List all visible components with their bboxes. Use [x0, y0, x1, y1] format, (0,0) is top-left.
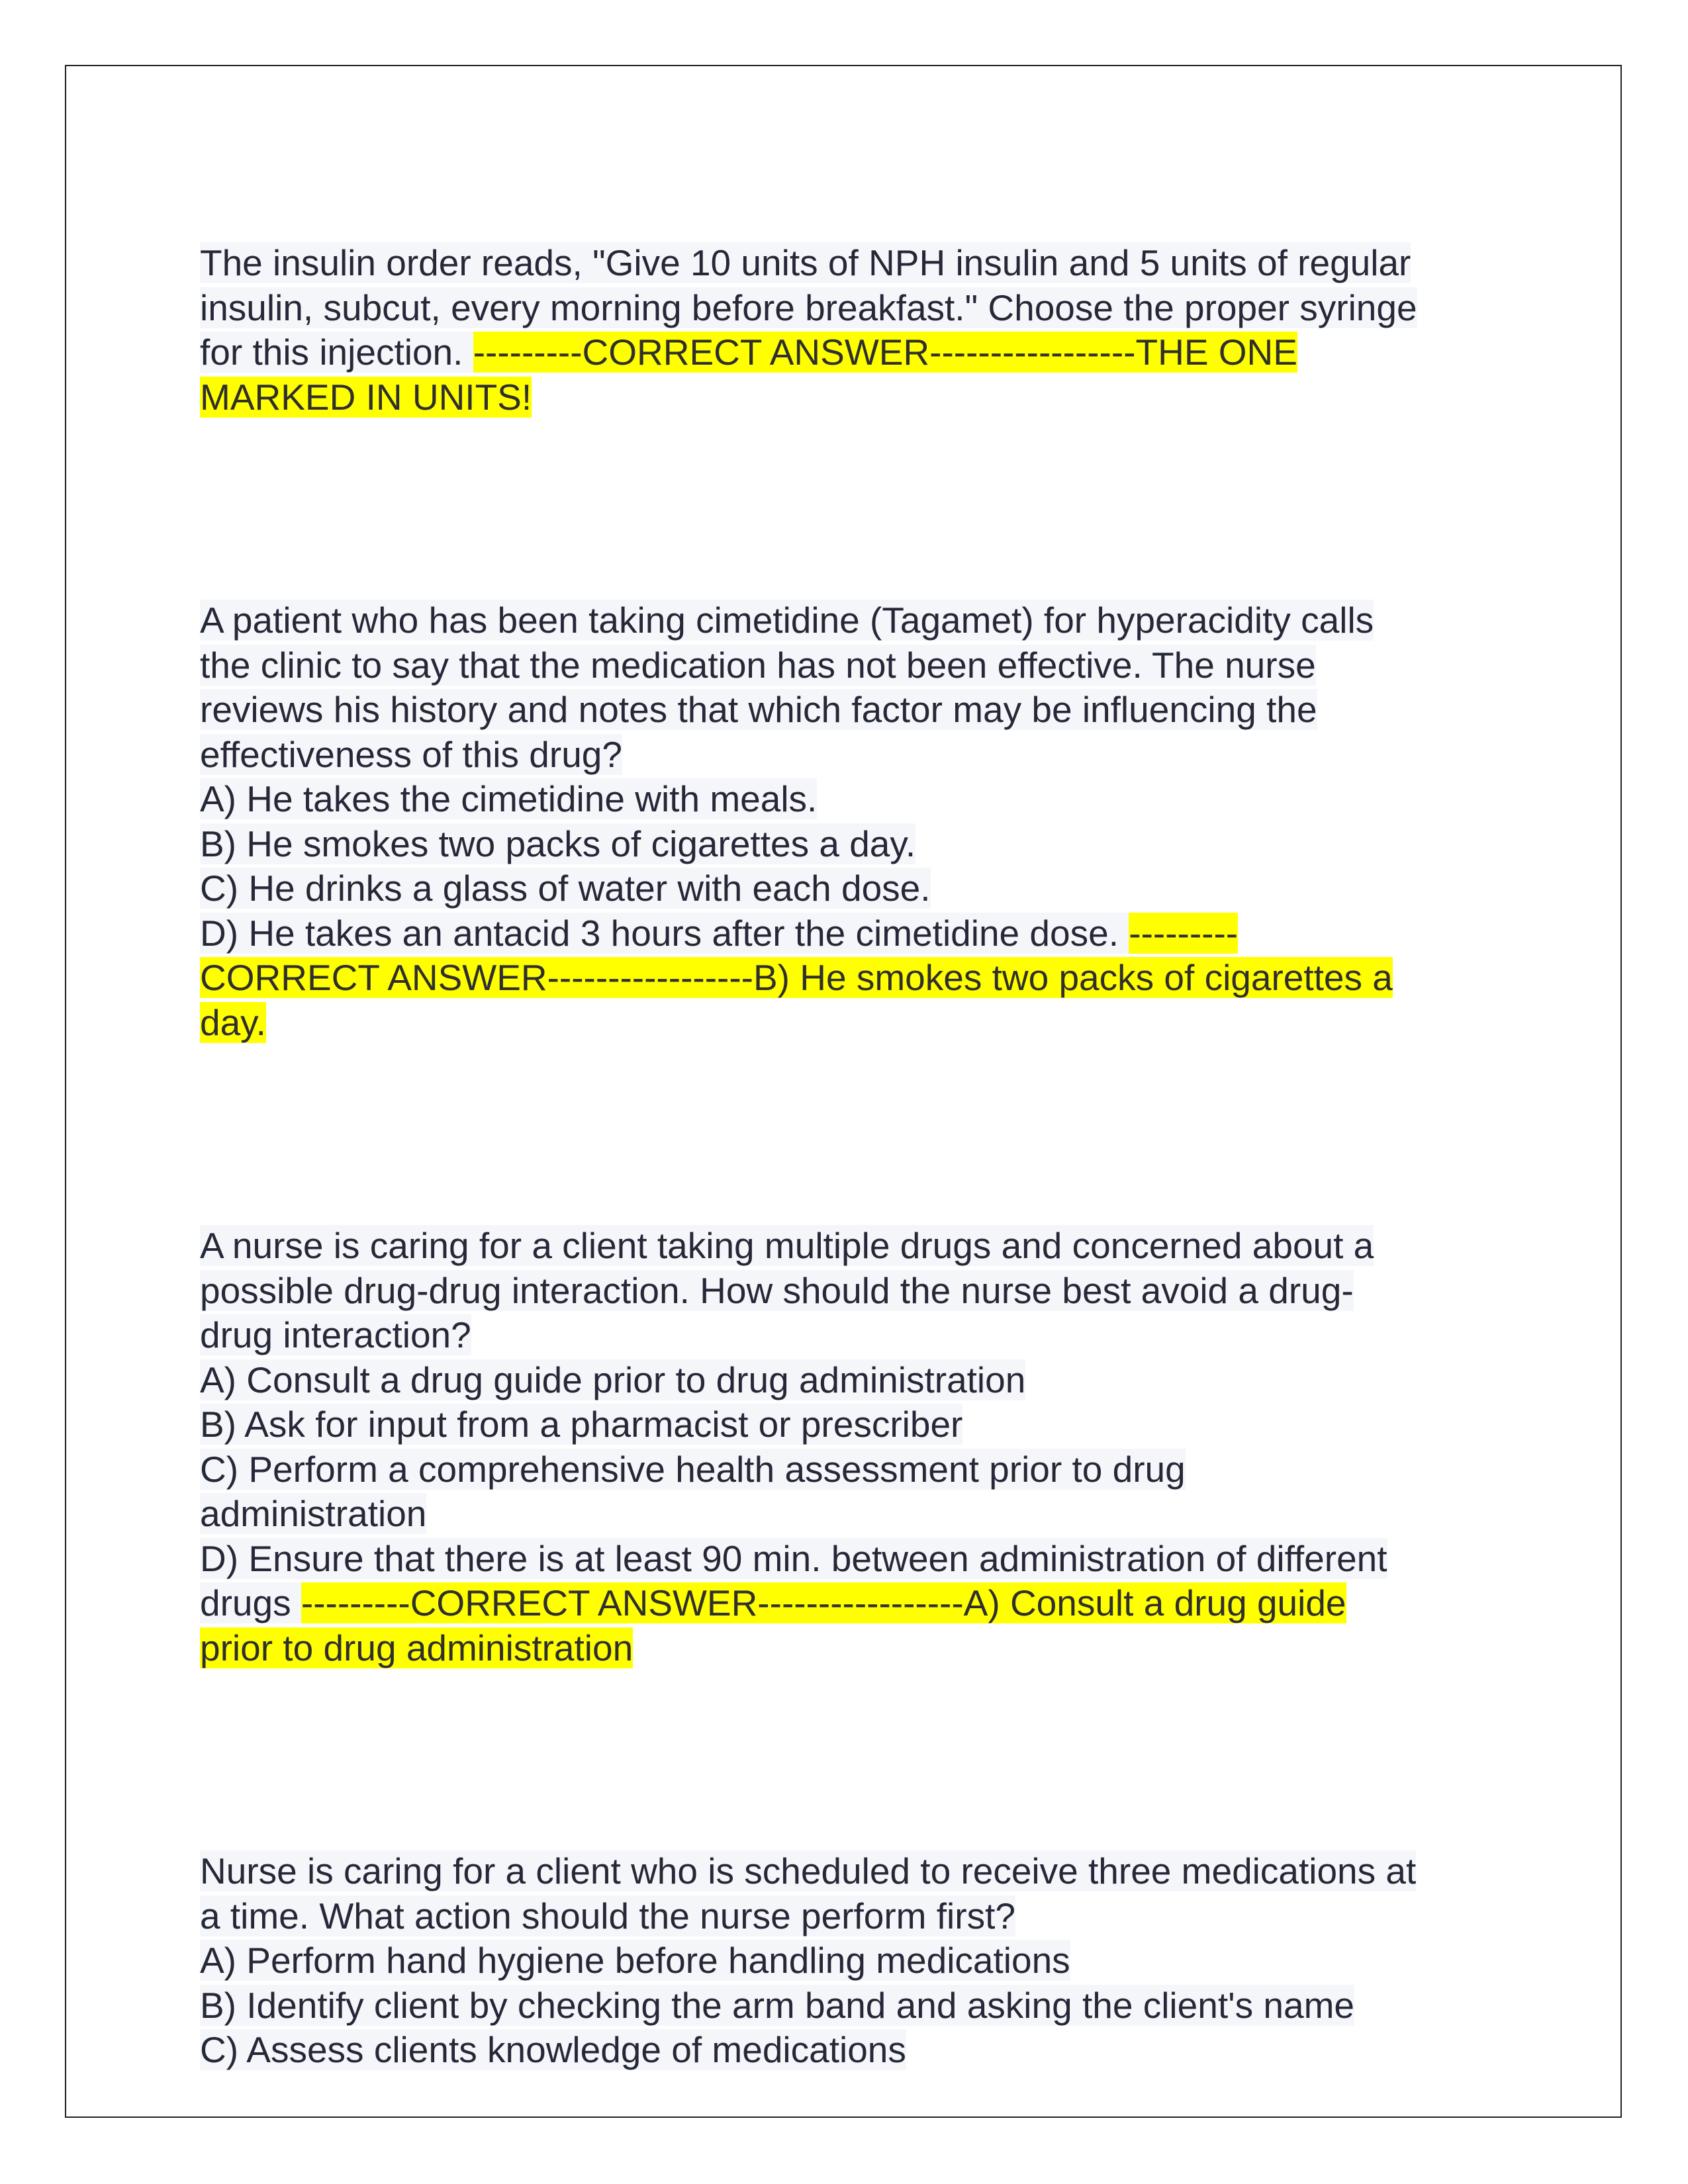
answer-option-c: C) Assess clients knowledge of medications [200, 2029, 906, 2070]
text-line [200, 330, 1511, 375]
text-line [200, 598, 1511, 643]
text-line [200, 2028, 1511, 2073]
question-text: the clinic to say that the medication has not been effective. The nurse [200, 644, 1316, 686]
text-line [200, 1938, 1511, 1983]
correct-answer-highlight: MARKED IN UNITS! [200, 376, 532, 418]
text-line [200, 1537, 1511, 1582]
answer-option-b: B) Identify client by checking the arm band and asking the client's name [200, 1984, 1354, 2026]
text-line [200, 1358, 1511, 1403]
text-line [200, 1269, 1511, 1314]
question-text: effectiveness of this drug? [200, 733, 622, 775]
correct-answer-highlight: ---------CORRECT ANSWER-----------------A) Consult a drug guide [301, 1582, 1346, 1623]
question-text: possible drug-drug interaction. How should the nurse best avoid a drug- [200, 1269, 1354, 1311]
text-line [200, 733, 1511, 778]
text-line [200, 1492, 1511, 1537]
text-line [200, 688, 1511, 733]
text-line [200, 1983, 1511, 2028]
question-block-4 [200, 1849, 1511, 2073]
correct-answer-highlight: ---------CORRECT ANSWER-----------------THE ONE [473, 332, 1297, 373]
correct-answer-highlight: CORRECT ANSWER-----------------B) He smokes two packs of cigarettes a [200, 957, 1393, 998]
correct-answer-highlight: day. [200, 1001, 266, 1043]
text-line [200, 375, 1511, 420]
answer-option-a: A) Perform hand hygiene before handling medications [200, 1940, 1070, 1981]
question-text: drug interaction? [200, 1314, 471, 1355]
text-line [200, 643, 1511, 688]
text-line [200, 1447, 1511, 1492]
answer-option-d: D) Ensure that there is at least 90 min. between administration of different [200, 1537, 1387, 1579]
question-text: The insulin order reads, "Give 10 units of NPH insulin and 5 units of regular [200, 242, 1411, 283]
question-block-3 [200, 1224, 1511, 1670]
question-text: reviews his history and notes that which factor may be influencing the [200, 689, 1317, 730]
answer-option-d: drugs [200, 1582, 301, 1623]
text-line [200, 777, 1511, 822]
text-line [200, 1402, 1511, 1447]
text-line [200, 241, 1511, 286]
question-block-2 [200, 598, 1511, 1045]
question-block-1 [200, 241, 1511, 420]
text-line [200, 1894, 1511, 1939]
text-line [200, 866, 1511, 911]
correct-answer-highlight: prior to drug administration [200, 1627, 633, 1668]
answer-option-d: D) He takes an antacid 3 hours after the cimetidine dose. [200, 912, 1129, 954]
question-text: Nurse is caring for a client who is scheduled to receive three medications at [200, 1850, 1417, 1891]
question-text: A nurse is caring for a client taking multiple drugs and concerned about a [200, 1225, 1374, 1266]
answer-option-c: administration [200, 1493, 427, 1534]
text-line [200, 1313, 1511, 1358]
document-body [200, 241, 1511, 2073]
answer-option-a: A) Consult a drug guide prior to drug administration [200, 1359, 1026, 1400]
answer-option-a: A) He takes the cimetidine with meals. [200, 778, 818, 819]
text-line [200, 1626, 1511, 1671]
answer-option-b: B) He smokes two packs of cigarettes a day. [200, 823, 916, 864]
question-text: a time. What action should the nurse perform first? [200, 1895, 1015, 1936]
question-text: for this injection. [200, 332, 473, 373]
question-text: insulin, subcut, every morning before breakfast." Choose the proper syringe [200, 287, 1417, 328]
question-text: A patient who has been taking cimetidine (Tagamet) for hyperacidity calls [200, 600, 1374, 641]
answer-option-c: C) Perform a comprehensive health assessment prior to drug [200, 1448, 1186, 1490]
text-line [200, 956, 1511, 1001]
answer-option-b: B) Ask for input from a pharmacist or prescriber [200, 1404, 963, 1445]
answer-option-c: C) He drinks a glass of water with each dose. [200, 868, 931, 909]
correct-answer-highlight: --------- [1129, 912, 1239, 954]
text-line [200, 911, 1511, 956]
text-line [200, 822, 1511, 867]
text-line [200, 286, 1511, 331]
text-line [200, 1224, 1511, 1269]
text-line [200, 1849, 1511, 1894]
text-line [200, 1001, 1511, 1046]
text-line [200, 1581, 1511, 1626]
